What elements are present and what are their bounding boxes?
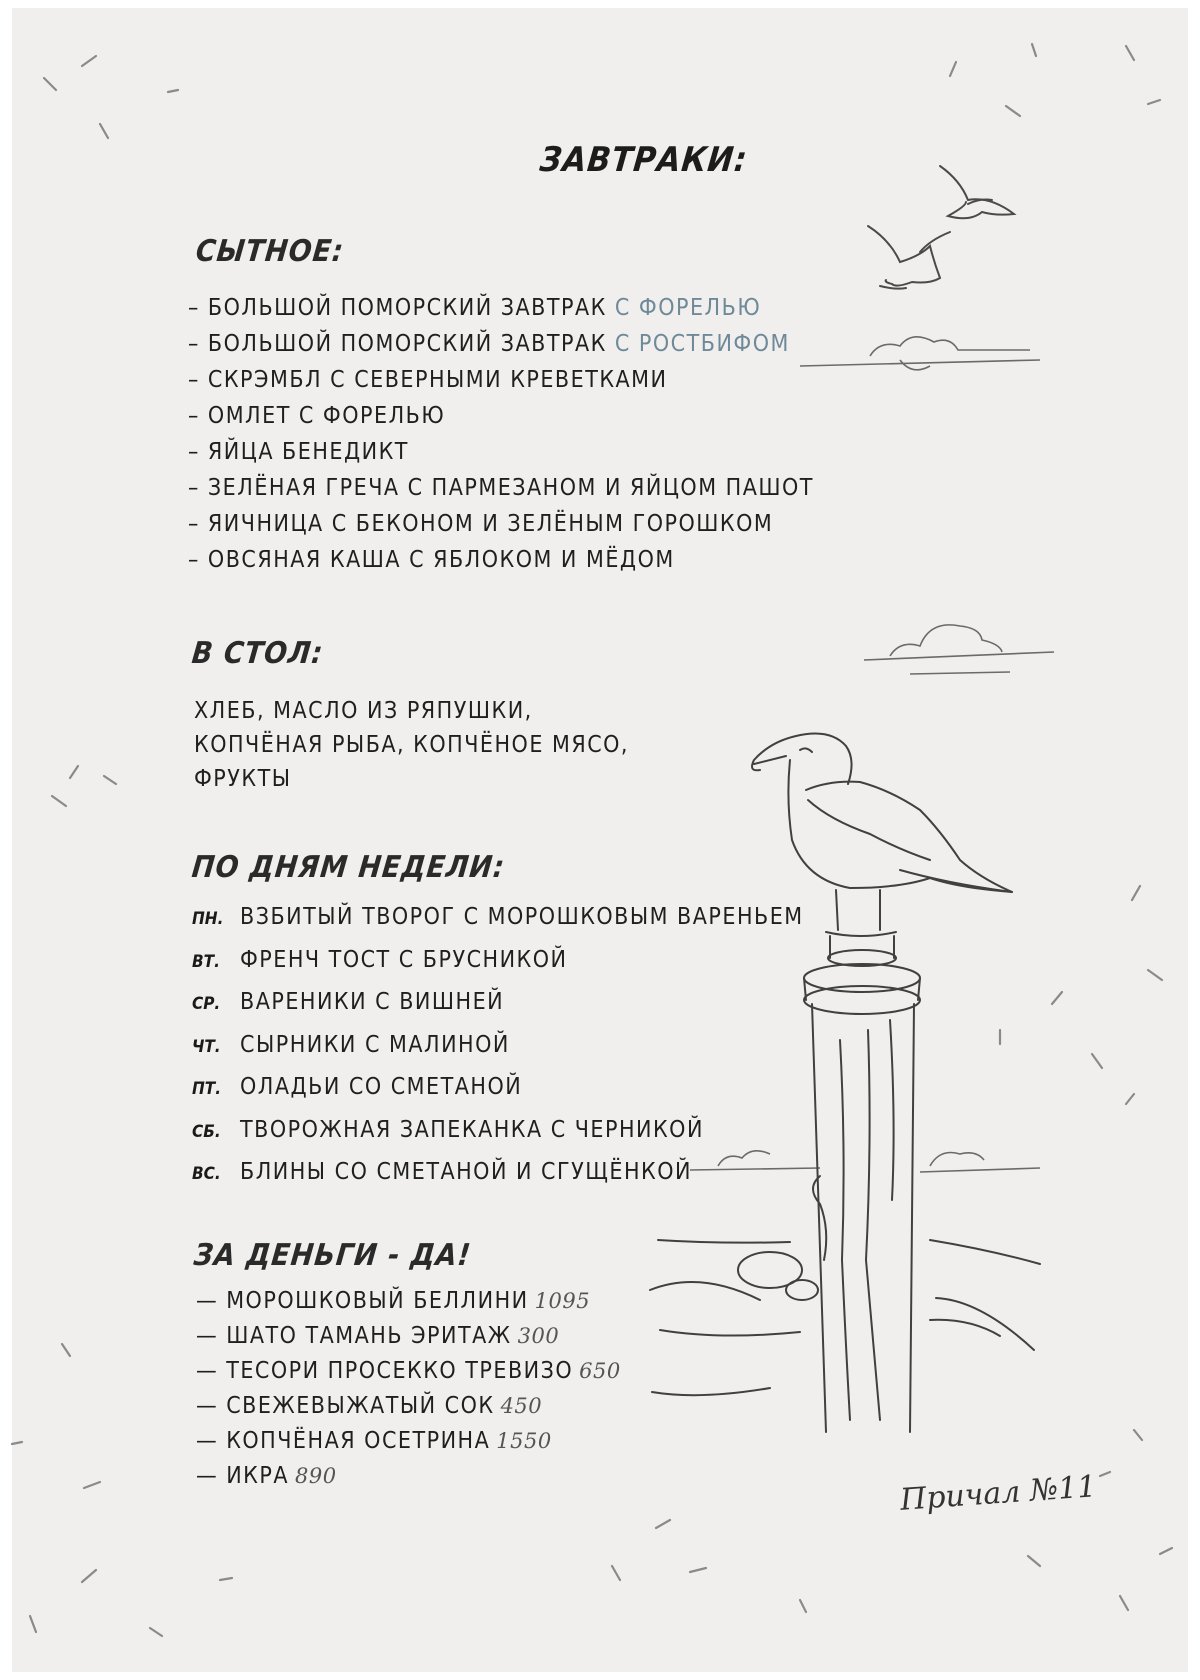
dash-mark: —: [196, 1428, 219, 1454]
list-item: КОПЧЁНАЯ РЫБА, КОПЧЁНОЕ МЯСО,: [194, 732, 630, 758]
dash-mark: —: [196, 1358, 219, 1384]
hearty-heading: СЫТНОЕ:: [194, 234, 346, 269]
signature-logo: Причал №11: [899, 1469, 1098, 1518]
dish-option: С РОСТБИФОМ: [614, 331, 790, 357]
dash-mark: —: [196, 1288, 219, 1314]
list-item: [188, 542, 814, 578]
dash-mark: —: [196, 1323, 219, 1349]
dish-name: – БОЛЬШОЙ ПОМОРСКИЙ ЗАВТРАК: [188, 295, 607, 321]
list-item: [192, 1109, 804, 1152]
list-item: [188, 506, 814, 542]
dash-mark: —: [196, 1393, 219, 1419]
list-item: [192, 1024, 804, 1067]
dish-name: ВЗБИТЫЙ ТВОРОГ С МОРОШКОВЫМ ВАРЕНЬЕМ: [240, 904, 804, 930]
item-price: 650: [579, 1359, 621, 1383]
day-label: ВТ.: [192, 951, 220, 972]
list-item: [188, 470, 814, 506]
day-label: ВС.: [192, 1164, 221, 1184]
day-label: СР.: [192, 994, 221, 1014]
dish-option: С ФОРЕЛЬЮ: [614, 295, 762, 321]
paid-list: [196, 1284, 621, 1494]
list-item: [196, 1424, 621, 1459]
item-price: 890: [295, 1464, 337, 1488]
dish-name: БЛИНЫ СО СМЕТАНОЙ И СГУЩЁНКОЙ: [240, 1159, 692, 1185]
paid-heading: ЗА ДЕНЬГИ - ДА!: [192, 1238, 473, 1273]
hearty-list: [188, 290, 814, 578]
item-price: 450: [500, 1394, 543, 1418]
weekdays-list: [192, 896, 804, 1194]
dish-name: – ЗЕЛЁНАЯ ГРЕЧА С ПАРМЕЗАНОМ И ЯЙЦОМ ПАШОТ: [188, 475, 814, 501]
item-price: 1550: [496, 1429, 552, 1453]
list-item: ФРУКТЫ: [194, 766, 292, 792]
list-item: [192, 1066, 804, 1109]
list-item: [188, 326, 814, 362]
dish-name: – ОВСЯНАЯ КАША С ЯБЛОКОМ И МЁДОМ: [188, 547, 675, 573]
dish-name: ТВОРОЖНАЯ ЗАПЕКАНКА С ЧЕРНИКОЙ: [240, 1116, 704, 1143]
dish-name: СЫРНИКИ С МАЛИНОЙ: [240, 1031, 510, 1058]
day-label: СБ.: [192, 1121, 221, 1142]
item-price: 300: [517, 1324, 560, 1348]
dash-mark: —: [196, 1463, 219, 1489]
dish-name: ОЛАДЬИ СО СМЕТАНОЙ: [240, 1074, 523, 1100]
list-item: [196, 1284, 621, 1319]
list-item: [188, 398, 814, 434]
dish-name: – БОЛЬШОЙ ПОМОРСКИЙ ЗАВТРАК: [188, 331, 607, 357]
list-item: [196, 1459, 621, 1494]
list-item: ХЛЕБ, МАСЛО ИЗ РЯПУШКИ,: [194, 698, 533, 724]
list-item: [196, 1389, 621, 1424]
dish-name: ВАРЕНИКИ С ВИШНЕЙ: [240, 989, 505, 1015]
item-name: КОПЧЁНАЯ ОСЕТРИНА: [226, 1428, 491, 1454]
page-title: ЗАВТРАКИ:: [537, 140, 750, 180]
dish-name: ФРЕНЧ ТОСТ С БРУСНИКОЙ: [240, 946, 568, 973]
list-item: [188, 290, 814, 326]
list-item: [192, 981, 804, 1024]
item-name: МОРОШКОВЫЙ БЕЛЛИНИ: [226, 1288, 529, 1314]
item-price: 1095: [534, 1289, 591, 1313]
dish-name: – ЯЙЦА БЕНЕДИКТ: [188, 439, 409, 465]
item-name: СВЕЖЕВЫЖАТЫЙ СОК: [226, 1393, 495, 1419]
dish-name: – СКРЭМБЛ С СЕВЕРНЫМИ КРЕВЕТКАМИ: [188, 367, 668, 393]
item-name: ТЕСОРИ ПРОСЕККО ТРЕВИЗО: [226, 1358, 574, 1384]
dish-name: – ЯИЧНИЦА С БЕКОНОМ И ЗЕЛЁНЫМ ГОРОШКОМ: [188, 511, 774, 537]
day-label: ПН.: [192, 909, 224, 929]
item-name: ШАТО ТАМАНЬ ЭРИТАЖ: [226, 1323, 512, 1349]
list-item: [196, 1319, 621, 1354]
dish-name: – ОМЛЕТ С ФОРЕЛЬЮ: [188, 403, 446, 429]
weekdays-heading: ПО ДНЯМ НЕДЕЛИ:: [190, 850, 507, 885]
list-item: [192, 939, 804, 982]
tabletop-heading: В СТОЛ:: [190, 636, 326, 671]
day-label: ПТ.: [192, 1079, 222, 1099]
list-item: [192, 896, 804, 939]
list-item: [196, 1354, 621, 1389]
tabletop-list: [194, 694, 629, 796]
list-item: [192, 1151, 804, 1194]
day-label: ЧТ.: [192, 1036, 221, 1057]
item-name: ИКРА: [226, 1463, 289, 1489]
list-item: [188, 434, 814, 470]
list-item: [188, 362, 814, 398]
